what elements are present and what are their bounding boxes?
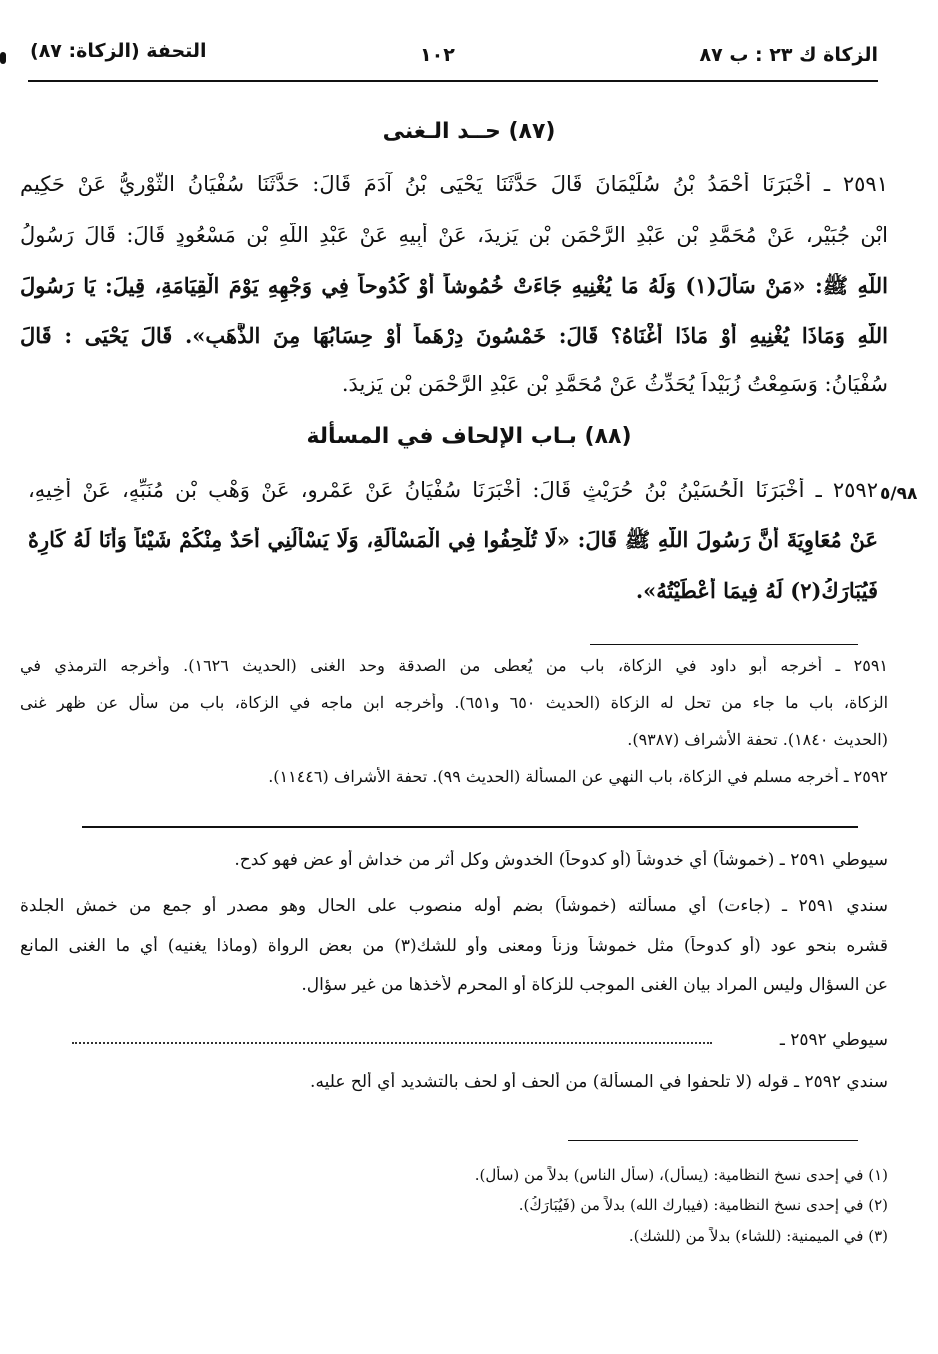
editor-notes-rule: [568, 1140, 858, 1141]
margin-reference: ٥/٩٨: [880, 484, 918, 504]
hadith-2592-line-2: عَنْ مُعَاوِيَةَ أَنَّ رَسُولَ اللَّهِ ﷺ قَالَ: «لَا تُلْحِفُوا فِي الْمَسْأَلَةِ، وَلَا يَسْأَلُنِي أَحَدٌ مِنْكُمْ شَيْئاً وَأَنَا لَهُ كَارِهٌ: [28, 527, 878, 552]
sindi-2591-line-2: قشره بنحو عود (أو كدوحاً) مثل خموشاً وزناً ومعنى وأو للشك(٣) من بعض الرواة (وماذا يغنيه) أي ما الغنى المانع: [20, 936, 888, 956]
editor-note-2: (٢) في إحدى نسخ النظامية: (فيبارك الله) بدلاً من (فَيُبَارَكُ).: [518, 1196, 888, 1214]
takhrij-2591-line-1: ٢٥٩١ ـ أخرجه أبو داود في الزكاة، باب من يُعطى من الصدقة وحد الغنى (الحديث ١٦٢٦). وأخرجه الترمذي في: [20, 656, 888, 675]
suyuti-2592: سيوطي ٢٥٩٢ ـ: [779, 1030, 888, 1050]
header-book-reference: الزكاة ك ٢٣ : ب ٨٧: [699, 44, 878, 66]
takhrij-rule: [590, 644, 858, 645]
commentary-rule: [82, 826, 858, 828]
hadith-2592-line-1: ٢٥٩٢ ـ أَخْبَرَنَا الْحُسَيْنُ بْنُ حُرَيْثٍ قَالَ: أَخْبَرَنَا سُفْيَانُ عَنْ عَمْرٍو، عَنْ وَهْبِ بْنِ مُنَبِّهٍ، عَنْ أَخِيهِ،: [28, 478, 878, 502]
hadith-2591-line-1: ٢٥٩١ ـ أَخْبَرَنَا أَحْمَدُ بْنُ سُلَيْمَانَ قَالَ حَدَّثَنَا يَحْيَى بْنُ آدَمَ قَالَ: حَدَّثَنَا سُفْيَانُ الثَّوْرِيُّ عَنْ حَكِيمِ: [20, 172, 888, 196]
header-tuhfa-reference: التحفة (الزكاة: ٨٧): [30, 40, 207, 62]
editor-note-1: (١) في إحدى نسخ النظامية: (يسأل)، (سأل الناس) بدلاً من (سأل).: [474, 1166, 888, 1184]
hadith-2592-line-3: فَيُبَارَكُ(٢) لَهُ فِيمَا أَعْطَيْتُهُ».: [635, 578, 878, 603]
suyuti-2591: سيوطي ٢٥٩١ ـ (خموشاً) أي خدوشاً (أو كدوحاً) الخدوش وكل أثر من خداش أو عض فهو كدح.: [234, 850, 888, 870]
scan-mark: [0, 52, 6, 64]
editor-note-3: (٣) في الميمنية: (للشاء) بدلاً من (للشك).: [628, 1227, 888, 1245]
sindi-2591-line-3: عن السؤال وليس المراد بيان الغنى الموجب للزكاة أو المحرم لأخذها من غير سؤال.: [301, 975, 888, 995]
sindi-2591-line-1: سندي ٢٥٩١ ـ (جاءت) أي مسألته (خموشاً) بضم أوله منصوب على الحال وهو مصدر أو جمع من خمش الجلدة: [20, 896, 888, 916]
takhrij-2591-line-3: (الحديث ١٨٤٠). تحفة الأشراف (٩٣٨٧).: [627, 730, 888, 749]
chapter-87-title: (٨٧) حــد الـغنى: [382, 119, 556, 144]
page-number: ١٠٢: [420, 44, 455, 66]
takhrij-2592: ٢٥٩٢ ـ أخرجه مسلم في الزكاة، باب النهي عن المسألة (الحديث ٩٩). تحفة الأشراف (١١٤٤٦).: [268, 767, 888, 786]
header-rule: [28, 80, 878, 82]
hadith-2591-line-5: سُفْيَانُ: وَسَمِعْتُ زُبَيْداً يُحَدِّثُ عَنْ مُحَمَّدِ بْنِ عَبْدِ الرَّحْمَنِ بْنِ يَزِيدَ.: [341, 372, 888, 396]
hadith-2591-line-2: ابْنِ جُبَيْرٍ، عَنْ مُحَمَّدِ بْنِ عَبْدِ الرَّحْمَنِ بْنِ يَزِيدَ، عَنْ أَبِيهِ عَنْ عَبْدِ اللَّهِ بْنِ مَسْعُودٍ قَالَ: قَالَ رَسُولُ: [20, 223, 888, 247]
sindi-2592: سندي ٢٥٩٢ ـ قوله (لا تلحفوا في المسألة) من ألحف أو لحف بالتشديد أي ألح عليه.: [310, 1072, 888, 1092]
hadith-2591-line-4: اللَّهِ وَمَاذَا يُغْنِيهِ أَوْ مَاذَا أَغْنَاهُ؟ قَالَ: خَمْسُونَ دِرْهَماً أَوْ حِسَابُهَا مِنَ الذَّهَبِ». قَالَ يَحْيَى : قَالَ: [20, 323, 888, 348]
chapter-88-title: (٨٨) بـاب الإلحاف في المسألة: [306, 424, 632, 449]
hadith-2591-line-3: اللَّهِ ﷺ: «مَنْ سَأَلَ(١) وَلَهُ مَا يُغْنِيهِ جَاءَتْ خُمُوشاً أَوْ كُدُوحاً فِي وَجْهِهِ يَوْمَ الْقِيَامَةِ، قِيلَ: يَا رَسُولَ: [20, 273, 888, 298]
takhrij-2591-line-2: الزكاة، باب ما جاء من تحل له الزكاة (الحديث ٦٥٠ و٦٥١). وأخرجه ابن ماجه في الزكاة، باب من سأل عن ظهر غنى: [20, 693, 888, 712]
